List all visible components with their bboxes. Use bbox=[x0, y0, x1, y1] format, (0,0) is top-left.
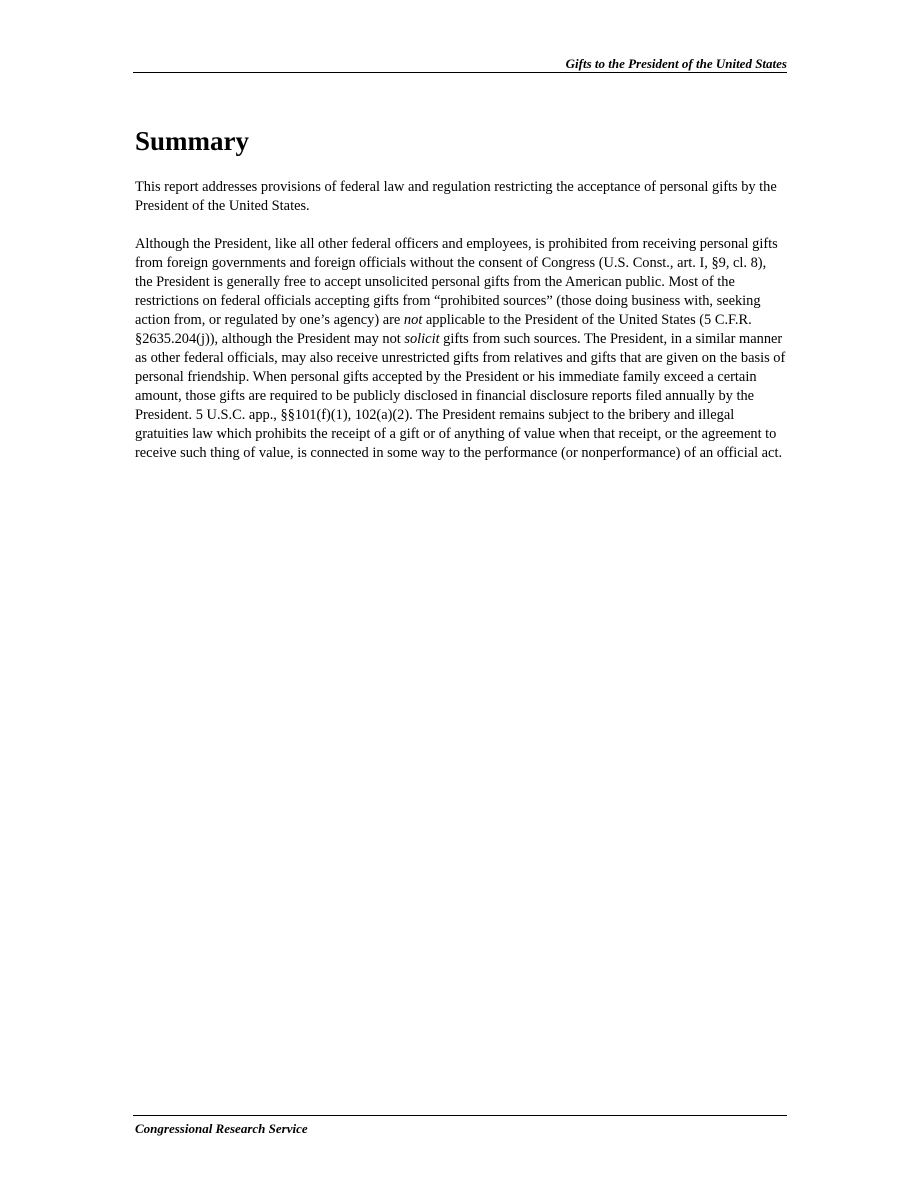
summary-paragraph-1: This report addresses provisions of federal law and regulation restricting the acceptance of personal gifts by the President of the United States. bbox=[135, 179, 777, 214]
section-title: Summary bbox=[135, 126, 249, 156]
running-header: Gifts to the President of the United States bbox=[565, 56, 787, 71]
header-rule bbox=[133, 72, 787, 73]
summary-paragraph-2 bbox=[135, 235, 787, 463]
emphasis-not: not bbox=[403, 312, 423, 328]
paragraph-2-part-1: Although the President, like all other federal officers and employees, is prohibited from receiving personal gifts from foreign governments and foreign officials without the consent of Congress (U.S. Const., art. I, §9, cl. 8), the President is generally free to accept unsolicited personal gifts from the American public. Most of the restrictions on federal officials accepting gifts from “prohibited sources” (those doing business with, seeking action from, or regulated by one’s agency) are bbox=[135, 236, 778, 328]
footer-rule bbox=[133, 1115, 787, 1116]
paragraph-2-part-3: gifts from such sources. The President, in a similar manner as other federal officials, may also receive unrestricted gifts from relatives and gifts that are given on the basis of personal friendship. When personal gifts accepted by the President or his immediate family exceed a certain amount, those gifts are required to be publicly disclosed in financial disclosure reports filed annually by the President. 5 U.S.C. app., §§101(f)(1), 102(a)(2). The President remains subject to the bribery and illegal gratuities law which prohibits the receipt of a gift or of anything of value when that receipt, or the agreement to receive such thing of value, is connected in some way to the performance (or nonperformance) of an official act. bbox=[135, 331, 786, 461]
emphasis-solicit: solicit bbox=[404, 331, 440, 347]
running-footer: Congressional Research Service bbox=[135, 1121, 308, 1136]
paragraph-2-part-2: applicable to the President of the United States (5 C.F.R. §2635.204(j)), although the President may not bbox=[135, 312, 752, 347]
